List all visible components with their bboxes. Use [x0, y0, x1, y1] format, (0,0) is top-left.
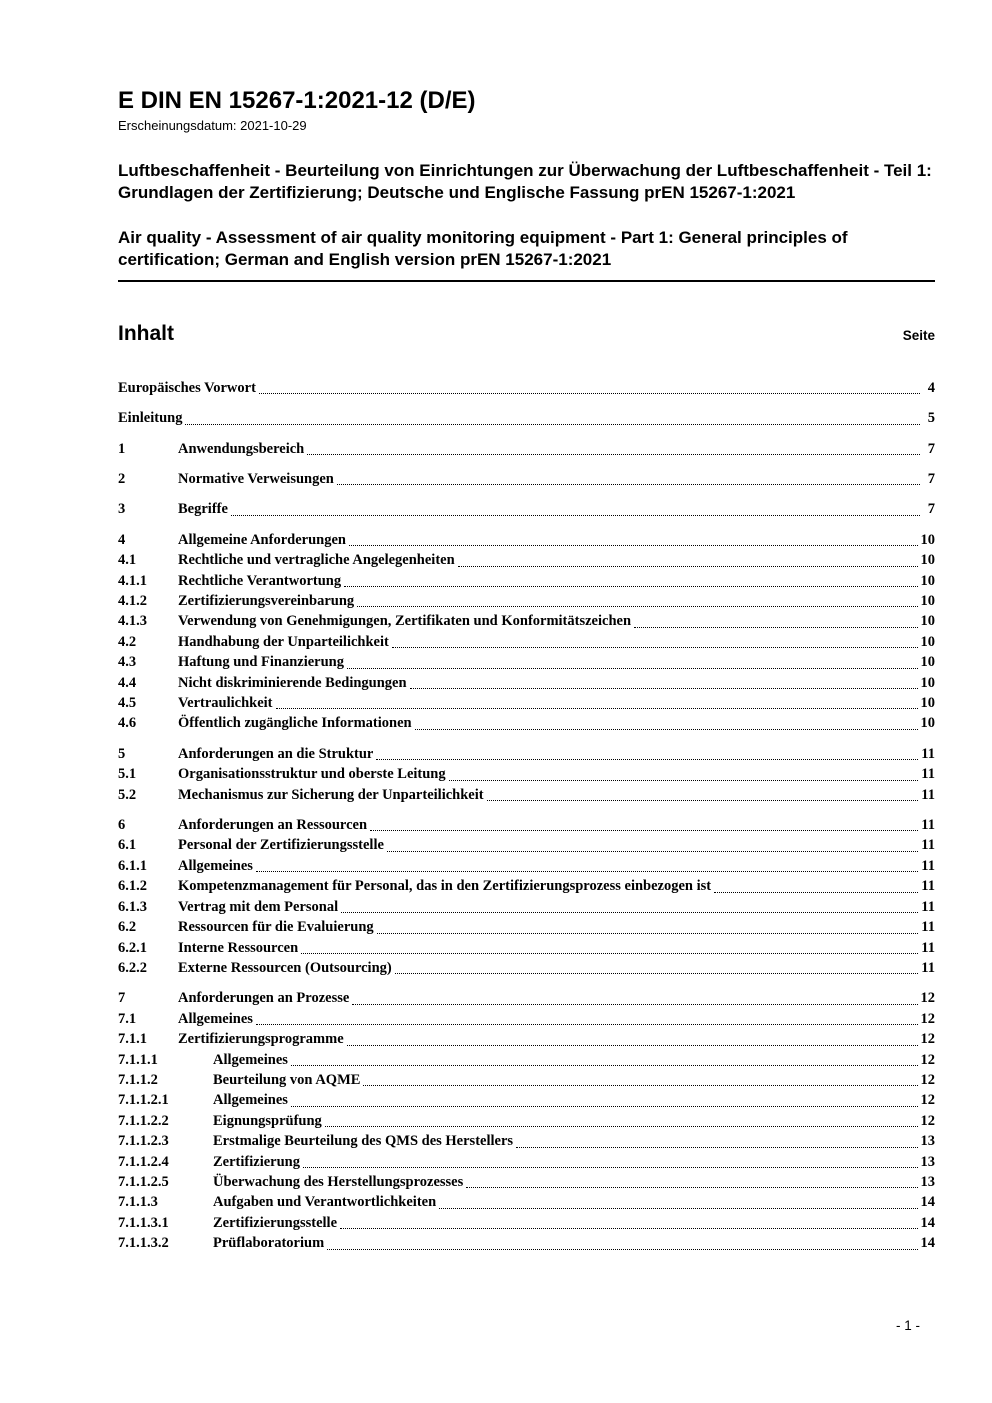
toc-leader-dots — [327, 1249, 917, 1250]
toc-entry — [118, 815, 935, 835]
toc-group — [118, 744, 935, 805]
toc-leader-dots — [466, 1187, 917, 1188]
toc-entry-label: Europäisches Vorwort — [118, 379, 256, 396]
toc-entry-number: 1 — [118, 440, 126, 457]
toc-entry-label: Allgemeines — [178, 1010, 253, 1027]
toc-leader-dots — [340, 1228, 917, 1229]
toc-entry-label: Haftung und Finanzierung — [178, 654, 344, 671]
toc-entry-number: 6 — [118, 817, 126, 834]
toc-leader-dots — [301, 953, 918, 954]
toc-entry-number: 7.1.1.3.1 — [118, 1214, 169, 1231]
toc-entry-page: 11 — [921, 959, 935, 976]
toc-entry-number: 7.1.1.2.3 — [118, 1133, 169, 1150]
toc-entry-label: Organisationsstruktur und oberste Leitung — [178, 766, 446, 783]
toc-leader-dots — [352, 1004, 917, 1005]
toc-entry — [118, 897, 935, 917]
toc-entry-label: Interne Ressourcen — [178, 939, 299, 956]
toc-leader-dots — [714, 892, 918, 893]
toc-leader-dots — [291, 1106, 918, 1107]
toc-entry-page: 7 — [927, 501, 935, 518]
toc-group — [118, 499, 935, 519]
toc-entry — [118, 611, 935, 631]
toc-entry-label: Rechtliche Verantwortung — [178, 572, 342, 589]
toc-entry-number: 5.1 — [118, 766, 137, 783]
toc-entry-label: Prüflaboratorium — [213, 1235, 325, 1252]
toc-entry — [118, 876, 935, 896]
toc-entry — [118, 499, 935, 519]
doc-number: E DIN EN 15267-1:2021-12 (D/E) — [118, 87, 476, 114]
toc-entry-label: Nicht diskriminierende Bedingungen — [178, 674, 407, 691]
toc-entry-label: Zertifizierungsstelle — [213, 1214, 338, 1231]
toc-heading: Inhalt — [118, 321, 174, 345]
toc-entry — [118, 1111, 935, 1131]
toc-leader-dots — [370, 830, 918, 831]
toc-entry — [118, 988, 935, 1008]
toc-entry — [118, 764, 935, 784]
toc-entry-page: 11 — [921, 766, 935, 783]
toc-entry-page: 10 — [920, 633, 935, 650]
toc-entry-label: Kompetenzmanagement für Personal, das in den Zertifizierungsprozess einbezogen ist — [178, 878, 712, 895]
toc-entry — [118, 408, 935, 428]
toc-leader-dots — [303, 1167, 918, 1168]
toc-entry — [118, 938, 935, 958]
toc-entry-number: 6.2.1 — [118, 939, 147, 956]
toc-entry-label: Überwachung des Herstellungsprozesses — [213, 1173, 464, 1190]
toc-entry-label: Öffentlich zugängliche Informationen — [178, 715, 412, 732]
toc-entry-number: 6.2.2 — [118, 959, 147, 976]
toc-leader-dots — [377, 933, 919, 934]
toc-entry-number: 4.2 — [118, 633, 137, 650]
toc-entry-page: 13 — [920, 1153, 935, 1170]
toc-leader-dots — [256, 1024, 918, 1025]
toc-entry-page: 11 — [921, 939, 935, 956]
toc-entry — [118, 1233, 935, 1253]
toc-entry-page: 5 — [927, 410, 935, 427]
toc-entry-page: 10 — [920, 593, 935, 610]
toc-entry-label: Personal der Zertifizierungsstelle — [178, 837, 384, 854]
toc-leader-dots — [344, 586, 917, 587]
toc-entry-label: Verwendung von Genehmigungen, Zertifikaten und Konformitätszeichen — [178, 613, 632, 630]
toc-entry-number: 4 — [118, 531, 126, 548]
toc-leader-dots — [341, 912, 918, 913]
toc-entry-number: 7.1.1.3.2 — [118, 1235, 169, 1252]
toc-entry — [118, 439, 935, 459]
toc-entry-number: 5.2 — [118, 786, 137, 803]
toc-leader-dots — [325, 1126, 918, 1127]
toc-entry — [118, 591, 935, 611]
toc-list — [118, 378, 935, 1254]
toc-entry-label: Aufgaben und Verantwortlichkeiten — [213, 1194, 437, 1211]
toc-leader-dots — [231, 515, 920, 516]
toc-entry-number: 3 — [118, 501, 126, 518]
toc-entry-label: Beurteilung von AQME — [213, 1071, 361, 1088]
toc-entry-page: 4 — [927, 379, 935, 396]
toc-entry — [118, 1172, 935, 1192]
toc-entry-number: 7.1.1.2.1 — [118, 1092, 169, 1109]
toc-leader-dots — [487, 800, 919, 801]
toc-entry-label: Zertifizierung — [213, 1153, 300, 1170]
toc-group — [118, 439, 935, 459]
toc-entry — [118, 917, 935, 937]
toc-leader-dots — [185, 424, 920, 425]
toc-entry-page: 12 — [920, 1010, 935, 1027]
toc-leader-dots — [363, 1085, 917, 1086]
toc-entry — [118, 632, 935, 652]
toc-entry-page: 13 — [920, 1173, 935, 1190]
toc-leader-dots — [387, 851, 918, 852]
toc-entry — [118, 1213, 935, 1233]
toc-leader-dots — [337, 484, 920, 485]
toc-entry-page: 10 — [920, 695, 935, 712]
toc-entry-label: Handhabung der Unparteilichkeit — [178, 633, 389, 650]
toc-entry-number: 4.5 — [118, 695, 137, 712]
toc-entry-number: 7.1.1.2 — [118, 1071, 158, 1088]
toc-entry-page: 12 — [920, 1051, 935, 1068]
toc-entry-label: Allgemeines — [213, 1092, 288, 1109]
toc-entry-page: 11 — [921, 745, 935, 762]
toc-entry-label: Erstmalige Beurteilung des QMS des Herstellers — [213, 1133, 514, 1150]
horizontal-rule — [118, 280, 935, 282]
toc-entry-number: 7.1.1 — [118, 1031, 147, 1048]
toc-leader-dots — [410, 688, 918, 689]
toc-leader-dots — [376, 759, 918, 760]
toc-leader-dots — [349, 545, 918, 546]
toc-entry — [118, 1131, 935, 1151]
toc-entry-number: 5 — [118, 745, 126, 762]
toc-entry-number: 7.1.1.2.2 — [118, 1112, 169, 1129]
document-title-german: Luftbeschaffenheit - Beurteilung von Einrichtungen zur Überwachung der Luftbeschaffenheit - Teil 1: Grundlagen der Zertifizierung; Deutsche und Englische Fassung prEN 15267-1:2021 — [118, 161, 932, 203]
toc-entry — [118, 1029, 935, 1049]
toc-entry-page: 11 — [921, 837, 935, 854]
toc-entry-label: Einleitung — [118, 410, 183, 427]
page-number-indicator: - 1 - — [895, 1318, 920, 1333]
toc-entry — [118, 652, 935, 672]
toc-entry — [118, 1090, 935, 1110]
toc-entry-label: Anforderungen an Ressourcen — [178, 817, 368, 834]
toc-entry-number: 7.1.1.3 — [118, 1194, 158, 1211]
toc-entry-label: Normative Verweisungen — [178, 470, 334, 487]
toc-entry — [118, 469, 935, 489]
publication-date: Erscheinungsdatum: 2021-10-29 — [118, 118, 307, 134]
toc-entry-number: 4.1.3 — [118, 613, 147, 630]
toc-entry-page: 12 — [920, 1031, 935, 1048]
toc-entry-page: 13 — [920, 1133, 935, 1150]
toc-entry-number: 6.2 — [118, 919, 137, 936]
toc-group — [118, 530, 935, 734]
toc-leader-dots — [415, 729, 918, 730]
toc-entry-page: 11 — [921, 817, 935, 834]
toc-entry-page: 11 — [921, 878, 935, 895]
toc-entry-page: 10 — [920, 552, 935, 569]
toc-entry-page: 10 — [920, 572, 935, 589]
toc-page-column-label: Seite — [902, 327, 935, 343]
toc-entry-page: 11 — [921, 857, 935, 874]
toc-entry — [118, 713, 935, 733]
toc-entry-page: 12 — [920, 990, 935, 1007]
toc-entry — [118, 835, 935, 855]
toc-entry-number: 6.1.2 — [118, 878, 147, 895]
toc-entry-number: 7.1.1.2.5 — [118, 1173, 169, 1190]
toc-leader-dots — [439, 1208, 917, 1209]
toc-entry — [118, 693, 935, 713]
toc-entry — [118, 856, 935, 876]
toc-entry-label: Externe Ressourcen (Outsourcing) — [178, 959, 392, 976]
toc-entry-page: 7 — [927, 440, 935, 457]
toc-leader-dots — [259, 393, 920, 394]
toc-entry-label: Allgemeine Anforderungen — [178, 531, 346, 548]
toc-entry — [118, 673, 935, 693]
toc-group — [118, 408, 935, 428]
toc-entry-number: 4.1 — [118, 552, 137, 569]
toc-leader-dots — [516, 1147, 917, 1148]
document-title-english: Air quality - Assessment of air quality monitoring equipment - Part 1: General principles of certification; German and English version prEN 15267-1:2021 — [118, 227, 848, 269]
toc-leader-dots — [291, 1065, 918, 1066]
toc-entry — [118, 1009, 935, 1029]
toc-entry-number: 6.1 — [118, 837, 137, 854]
toc-entry-label: Vertrag mit dem Personal — [178, 898, 339, 915]
toc-entry-page: 10 — [920, 715, 935, 732]
toc-entry-label: Anforderungen an Prozesse — [178, 990, 350, 1007]
toc-group — [118, 469, 935, 489]
toc-entry-label: Rechtliche und vertragliche Angelegenheiten — [178, 552, 455, 569]
toc-leader-dots — [458, 566, 918, 567]
toc-entry-number: 4.6 — [118, 715, 137, 732]
toc-leader-dots — [634, 627, 917, 628]
toc-entry-number: 4.1.1 — [118, 572, 147, 589]
toc-entry-label: Zertifizierungsvereinbarung — [178, 593, 355, 610]
toc-entry-number: 4.3 — [118, 654, 137, 671]
toc-leader-dots — [276, 708, 918, 709]
toc-entry-number: 7 — [118, 990, 126, 1007]
toc-entry — [118, 550, 935, 570]
toc-entry-page: 12 — [920, 1092, 935, 1109]
toc-entry-number: 2 — [118, 470, 126, 487]
toc-entry-page: 12 — [920, 1071, 935, 1088]
toc-leader-dots — [395, 973, 919, 974]
toc-entry-number: 7.1.1.2.4 — [118, 1153, 169, 1170]
toc-entry-label: Ressourcen für die Evaluierung — [178, 919, 374, 936]
toc-entry-number: 4.4 — [118, 674, 137, 691]
toc-entry-label: Vertraulichkeit — [178, 695, 273, 712]
toc-leader-dots — [256, 871, 918, 872]
toc-entry-page: 14 — [920, 1194, 935, 1211]
toc-entry-label: Eignungsprüfung — [213, 1112, 322, 1129]
toc-entry-number: 7.1.1.1 — [118, 1051, 158, 1068]
toc-entry — [118, 1152, 935, 1172]
toc-entry — [118, 530, 935, 550]
toc-entry-page: 7 — [927, 470, 935, 487]
toc-entry-label: Begriffe — [178, 501, 228, 518]
toc-entry-label: Allgemeines — [178, 857, 253, 874]
toc-entry-page: 11 — [921, 919, 935, 936]
toc-leader-dots — [347, 668, 918, 669]
toc-entry-label: Anwendungsbereich — [178, 440, 305, 457]
toc-leader-dots — [392, 647, 918, 648]
toc-entry-page: 12 — [920, 1112, 935, 1129]
toc-header-row — [118, 322, 935, 346]
toc-entry-page: 11 — [921, 898, 935, 915]
toc-leader-dots — [347, 1045, 918, 1046]
toc-entry-page: 11 — [921, 786, 935, 803]
toc-entry-number: 6.1.3 — [118, 898, 147, 915]
toc-entry-page: 14 — [920, 1214, 935, 1231]
toc-group — [118, 988, 935, 1253]
toc-entry — [118, 1070, 935, 1090]
toc-entry-page: 14 — [920, 1235, 935, 1252]
toc-leader-dots — [449, 780, 919, 781]
toc-entry — [118, 744, 935, 764]
toc-entry-number: 4.1.2 — [118, 593, 147, 610]
toc-entry-page: 10 — [920, 531, 935, 548]
toc-entry — [118, 1050, 935, 1070]
toc-entry-label: Mechanismus zur Sicherung der Unparteilichkeit — [178, 786, 484, 803]
toc-entry — [118, 958, 935, 978]
toc-entry — [118, 785, 935, 805]
toc-entry-number: 6.1.1 — [118, 857, 147, 874]
toc-entry-page: 10 — [920, 674, 935, 691]
toc-leader-dots — [307, 454, 920, 455]
toc-entry-label: Allgemeines — [213, 1051, 288, 1068]
toc-entry-label: Anforderungen an die Struktur — [178, 745, 374, 762]
toc-entry — [118, 378, 935, 398]
toc-entry — [118, 1192, 935, 1212]
toc-leader-dots — [357, 606, 917, 607]
toc-entry-page: 10 — [920, 613, 935, 630]
toc-group — [118, 815, 935, 978]
toc-group — [118, 378, 935, 398]
toc-entry — [118, 571, 935, 591]
toc-entry-page: 10 — [920, 654, 935, 671]
toc-entry-label: Zertifizierungsprogramme — [178, 1031, 344, 1048]
toc-entry-number: 7.1 — [118, 1010, 137, 1027]
